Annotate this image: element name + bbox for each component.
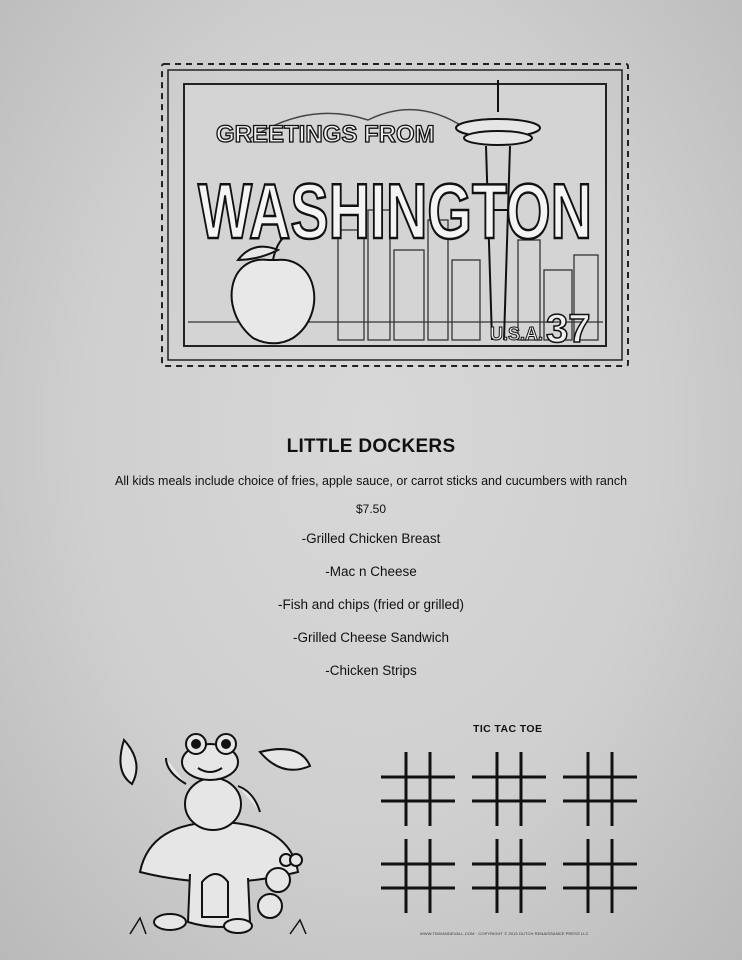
tic-tac-toe-title: TIC TAC TOE — [473, 723, 543, 735]
tic-tac-toe-grid[interactable] — [472, 839, 546, 913]
tic-tac-toe-grid[interactable] — [381, 839, 455, 913]
stamp-greeting: GREETINGS FROM — [216, 121, 435, 148]
stamp-country: U.S.A. — [490, 324, 544, 344]
menu-item: -Grilled Chicken Breast — [301, 531, 441, 546]
tic-tac-toe-grid[interactable] — [381, 752, 455, 826]
menu-subtitle: All kids meals include choice of fries, apple sauce, or carrot sticks and cucumbers with ranch — [114, 474, 628, 488]
tic-tac-toe-grid[interactable] — [563, 752, 637, 826]
menu-item: -Mac n Cheese — [325, 564, 417, 579]
menu-title: LITTLE DOCKERS — [286, 436, 456, 457]
copyright-notice: WWW.TIMVANDEVALL.COM · COPYRIGHT © 2013 DUTCH RENAISSANCE PRESS LLC — [420, 931, 589, 936]
frog-on-mushroom-illustration — [110, 722, 325, 937]
menu-item: -Chicken Strips — [325, 663, 417, 678]
menu-item: -Grilled Cheese Sandwich — [292, 630, 450, 645]
menu-price: $7.50 — [355, 502, 387, 516]
tic-tac-toe-grid[interactable] — [563, 839, 637, 913]
stamp-state-name: WASHINGTON — [198, 167, 592, 255]
tic-tac-toe-grid[interactable] — [472, 752, 546, 826]
washington-stamp-illustration — [158, 60, 632, 370]
menu-item: -Fish and chips (fried or grilled) — [277, 597, 465, 612]
stamp-value: 37 — [546, 307, 591, 351]
